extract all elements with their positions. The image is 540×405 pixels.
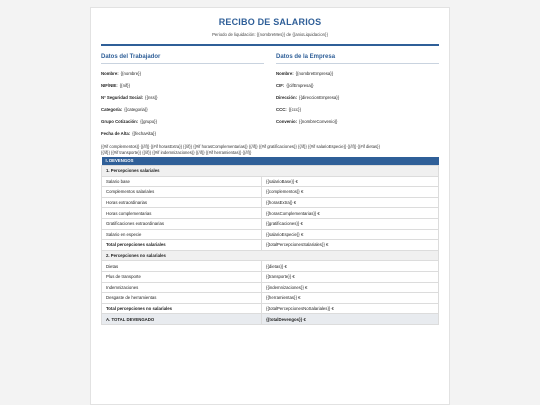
amount-cell: {{indemnizaciones}} €	[262, 282, 439, 293]
company-field-cif	[276, 83, 439, 88]
worker-field-nif	[101, 83, 264, 88]
header-divider	[101, 44, 439, 46]
no-salarial-subsection-title: 2. Percepciones no salariales	[102, 250, 439, 261]
field-label: NIF/NIE:	[101, 82, 118, 88]
field-label: Fecha de Alta:	[101, 130, 131, 136]
field-value: {{direccionEmpresa}}	[299, 94, 340, 100]
concept-cell: Gratificaciones extraordinarias	[102, 218, 262, 229]
amount-cell: {{dietas}} €	[262, 261, 439, 272]
amount-cell: {{horasComplementarias}} €	[262, 208, 439, 219]
field-value: {{nss}}	[145, 94, 158, 100]
amount-cell: {{totalDevengos}} €	[262, 314, 439, 325]
table-row	[102, 218, 439, 229]
field-value: {{grupo}}	[140, 118, 157, 124]
company-field-ccc	[276, 107, 439, 112]
concept-cell: Desgaste de herramientas	[102, 293, 262, 304]
company-field-agreement	[276, 119, 439, 124]
field-value: {{ccc}}	[288, 106, 301, 112]
devengos-section-title: I. DEVENGOS	[102, 157, 439, 166]
worker-field-nss	[101, 95, 264, 100]
subsection-row	[102, 166, 439, 177]
field-value: {{cifEmpresa}}	[286, 82, 314, 88]
total-row	[102, 303, 439, 314]
concept-cell: Dietas	[102, 261, 262, 272]
document-title: RECIBO DE SALARIOS	[218, 17, 322, 27]
concept-cell: Total percepciones no salariales	[102, 303, 262, 314]
field-label: Convenio:	[276, 118, 298, 124]
table-row	[102, 187, 439, 198]
concept-cell: Salario base	[102, 176, 262, 187]
devengos-table	[101, 157, 439, 325]
field-value: {{categoria}}	[124, 106, 148, 112]
amount-cell: {{totalPercepcionesSalariales}} €	[262, 240, 439, 251]
company-column	[276, 54, 439, 136]
company-field-address	[276, 95, 439, 100]
amount-cell: {{salarioBase}} €	[262, 176, 439, 187]
field-label: CCC:	[276, 106, 287, 112]
field-value: {{nombre}}	[120, 70, 141, 76]
template-line: {{/if}} {{#if transporte}} {{/if}} {{#if indemnizaciones}} {{/if}} {{#if herramientas}} {{/if}}	[101, 149, 252, 155]
company-heading: Datos de la Empresa	[276, 54, 439, 64]
amount-cell: {{salarioEspecie}} €	[262, 229, 439, 240]
total-row	[102, 240, 439, 251]
liquidation-period: Periodo de liquidación: {{nombreMes}} de {{anioLiquidacion}}	[212, 32, 328, 37]
table-row	[102, 176, 439, 187]
worker-field-name	[101, 71, 264, 76]
field-label: Grupo Cotización:	[101, 118, 139, 124]
subsection-row	[102, 250, 439, 261]
amount-cell: {{totalPercepcionesNoSalariales}} €	[262, 303, 439, 314]
field-label: CIF:	[276, 82, 285, 88]
table-row	[102, 271, 439, 282]
field-label: Nombre:	[276, 70, 294, 76]
concept-cell: Horas complementarias	[102, 208, 262, 219]
field-label: Categoría:	[101, 106, 123, 112]
field-value: {{nif}}	[119, 82, 130, 88]
amount-cell: {{herramientas}} €	[262, 293, 439, 304]
template-conditionals	[101, 144, 439, 156]
field-value: {{nombreConvenio}}	[299, 118, 338, 124]
worker-field-start-date	[101, 131, 264, 136]
field-label: Nº Seguridad Social:	[101, 94, 144, 100]
worker-field-group	[101, 119, 264, 124]
concept-cell: Total percepciones salariales	[102, 240, 262, 251]
amount-cell: {{gratificaciones}} €	[262, 218, 439, 229]
field-value: {{fechaAlta}}	[132, 130, 156, 136]
grand-total-row	[102, 314, 439, 325]
concept-cell: Plus de transporte	[102, 271, 262, 282]
concept-cell: Complementos salariales	[102, 187, 262, 198]
concept-cell: A. TOTAL DEVENGADO	[102, 314, 262, 325]
field-label: Nombre:	[101, 70, 119, 76]
table-row	[102, 282, 439, 293]
section-header-row	[102, 157, 439, 166]
parties-section	[101, 54, 439, 136]
worker-column	[101, 54, 264, 136]
salarial-subsection-title: 1. Percepciones salariales	[102, 166, 439, 177]
company-field-name	[276, 71, 439, 76]
worker-heading: Datos del Trabajador	[101, 54, 264, 64]
concept-cell: Salario en especie	[102, 229, 262, 240]
amount-cell: {{transporte}} €	[262, 271, 439, 282]
field-label: Dirección:	[276, 94, 298, 100]
table-row	[102, 229, 439, 240]
amount-cell: {{complementos}} €	[262, 187, 439, 198]
table-row	[102, 261, 439, 272]
amount-cell: {{horasExtra}} €	[262, 197, 439, 208]
table-row	[102, 208, 439, 219]
template-line: {{#if complementos}} {{/if}} {{#if horasExtra}} {{/if}} {{#if horasComplementarias}} {{/if}} {{#if gratificaciones}} {{/if}} {{#if salarioEspecie}} {{/if}} {{#if dietas}}	[101, 143, 380, 149]
payslip-sheet	[90, 7, 450, 405]
concept-cell: Horas extraordinarias	[102, 197, 262, 208]
field-value: {{nombreEmpresa}}	[295, 70, 334, 76]
table-row	[102, 293, 439, 304]
worker-field-category	[101, 107, 264, 112]
concept-cell: Indemnizaciones	[102, 282, 262, 293]
table-row	[102, 197, 439, 208]
